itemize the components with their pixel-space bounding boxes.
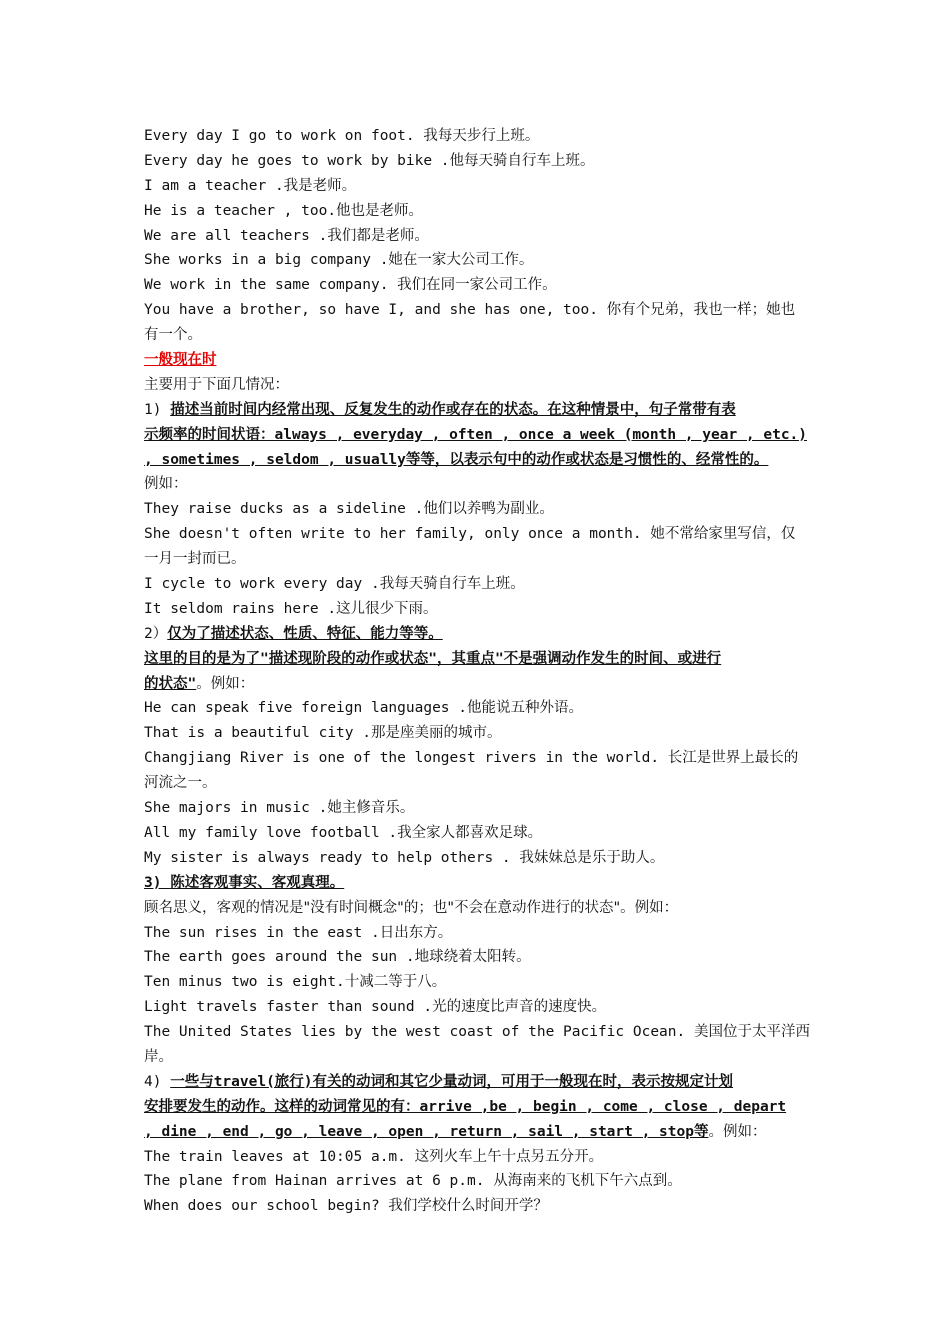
rule-1-line-3: , sometimes , seldom , usually等等，以表示句中的动作或状态是习惯性的、经常性的。 — [144, 451, 769, 468]
example-sentence: The earth goes around the sun .地球绕着太阳转。 — [144, 949, 531, 966]
example-sentence: He is a teacher , too.他也是老师。 — [144, 202, 424, 219]
section-title: 一般现在时 — [144, 352, 217, 369]
rule-number: 2） — [144, 625, 168, 642]
rule-4-line-1: 4) 一些与travel(旅行)有关的动词和其它少量动词，可用于一般现在时，表示按规定计划 — [144, 1073, 734, 1090]
example-sentence: The train leaves at 10:05 a.m. 这列火车上午十点另五分开。 — [144, 1148, 604, 1165]
example-sentence: The sun rises in the east .日出东方。 — [144, 924, 453, 941]
example-sentence-continued: 岸。 — [144, 1048, 173, 1065]
rule-3-title: 3) 陈述客观事实、客观真理。 — [144, 874, 345, 891]
example-sentence: We work in the same company. 我们在同一家公司工作。 — [144, 277, 557, 294]
rule-number: 3) — [144, 874, 171, 891]
section-intro: 主要用于下面几情况： — [144, 376, 289, 393]
example-sentence: I am a teacher .我是老师。 — [144, 177, 357, 194]
example-sentence-continued: 河流之一。 — [144, 775, 217, 792]
example-sentence: Every day I go to work on foot. 我每天步行上班。 — [144, 128, 540, 144]
rule-number: 4) — [144, 1073, 171, 1090]
rule-4-line-3: , dine , end , go , leave , open , return , sail , start , stop等。例如： — [144, 1123, 767, 1140]
example-sentence: Light travels faster than sound .光的速度比声音的速度快。 — [144, 999, 607, 1016]
rule-number: 1) — [144, 401, 171, 418]
example-sentence-continued: 一月一封而已。 — [144, 551, 246, 568]
example-sentence: It seldom rains here .这儿很少下雨。 — [144, 600, 438, 617]
example-sentence: I cycle to work every day .我每天骑自行车上班。 — [144, 576, 525, 593]
example-sentence: She doesn't often write to her family, only once a month. 她不常给家里写信，仅 — [144, 526, 796, 543]
rule-1-line-1: 1) 描述当前时间内经常出现、反复发生的动作或存在的状态。在这种情景中，句子常带有表 — [144, 401, 736, 418]
document-body — [144, 124, 808, 1219]
example-sentence: All my family love football .我全家人都喜欢足球。 — [144, 824, 543, 841]
example-sentence: She works in a big company .她在一家大公司工作。 — [144, 252, 534, 269]
rule-2-line-2: 的状态"。例如： — [144, 675, 255, 692]
rule-4-line-2: 安排要发生的动作。这样的动词常见的有：arrive ,be , begin , come , close , depart — [144, 1098, 787, 1115]
example-sentence: He can speak five foreign languages .他能说五种外语。 — [144, 700, 583, 717]
example-sentence: My sister is always ready to help others . 我妹妹总是乐于助人。 — [144, 849, 665, 866]
example-sentence: Ten minus two is eight.十减二等于八。 — [144, 974, 447, 991]
example-sentence: Changjiang River is one of the longest rivers in the world. 长江是世界上最长的 — [144, 750, 799, 767]
example-sentence: They raise ducks as a sideline .他们以养鸭为副业。 — [144, 501, 554, 518]
example-sentence: The United States lies by the west coast of the Pacific Ocean. 美国位于太平洋西 — [144, 1024, 810, 1041]
example-sentence: We are all teachers .我们都是老师。 — [144, 227, 429, 244]
example-sentence-continued: 有一个。 — [144, 327, 202, 344]
rule-2-title: 2）仅为了描述状态、性质、特征、能力等等。 — [144, 625, 443, 642]
rule-2-line-1: 这里的目的是为了"描述现阶段的动作或状态"，其重点"不是强调动作发生的时间、或进行 — [144, 650, 722, 667]
rule-1-line-2: 示频率的时间状语：always , everyday , often , once a week (month , year , etc.) — [144, 426, 808, 443]
example-sentence: That is a beautiful city .那是座美丽的城市。 — [144, 725, 502, 742]
rule-3-description: 顾名思义，客观的情况是"没有时间概念"的；也"不会在意动作进行的状态"。例如： — [144, 899, 679, 916]
example-sentence: The plane from Hainan arrives at 6 p.m. 从海南来的飞机下午六点到。 — [144, 1173, 682, 1190]
example-sentence: When does our school begin? 我们学校什么时间开学？ — [144, 1198, 548, 1215]
example-sentence: You have a brother, so have I, and she has one, too. 你有个兄弟，我也一样；她也 — [144, 302, 796, 319]
example-label: 例如： — [144, 476, 188, 493]
example-sentence: Every day he goes to work by bike .他每天骑自行车上班。 — [144, 152, 595, 169]
example-sentence: She majors in music .她主修音乐。 — [144, 800, 415, 817]
